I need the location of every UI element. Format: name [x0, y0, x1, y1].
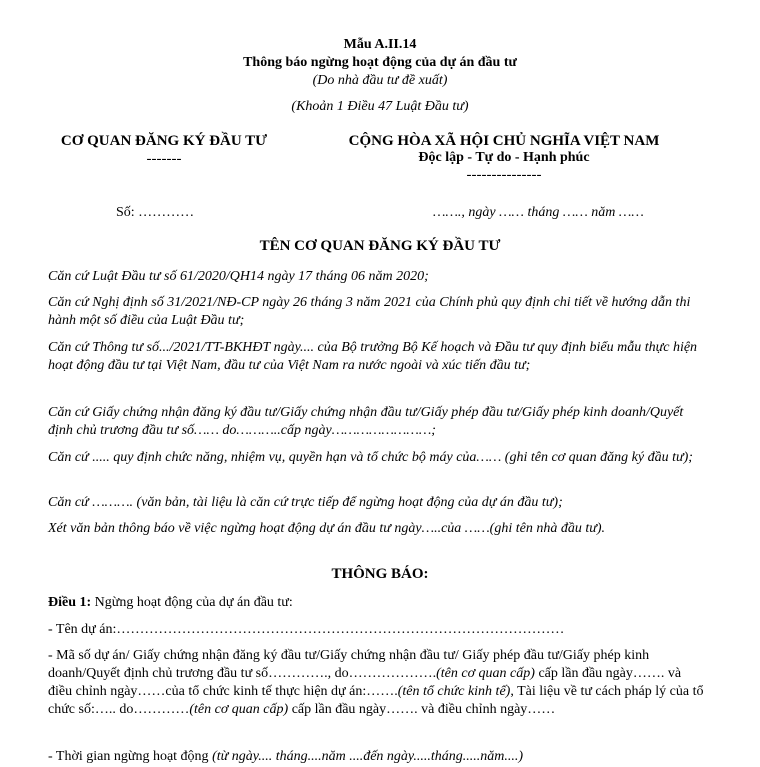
agency-name: CƠ QUAN ĐĂNG KÝ ĐẦU TƯ [60, 133, 268, 149]
form-title: Thông báo ngừng hoạt động của dự án đầu tư [243, 55, 517, 70]
legal-basis-paragraph: Căn cứ Thông tư số.../2021/TT-BKHĐT ngày.... của Bộ trưởng Bộ Kế hoạch và Đầu tư quy định biểu mẫu thực hiện hoạt động đầu tư tại Việt Nam, đầu tư của Việt Nam ra nước ngoài và xúc tiến đầu tư; [48, 340, 698, 373]
national-heading-block [308, 133, 700, 184]
republic-name: CỘNG HÒA XÃ HỘI CHỦ NGHĨA VIỆT NAM [348, 133, 660, 149]
project-code-text: cấp lần đầu ngày……. và điều chỉnh ngày……của tổ chức kinh tế thực hiện dự án:……. [48, 666, 682, 699]
issuing-agency-block [49, 133, 279, 168]
agency-separator: ------- [146, 151, 182, 167]
legal-basis-paragraph: Căn cứ Luật Đầu tư số 61/2020/QH14 ngày 17 tháng 06 năm 2020; [48, 269, 429, 284]
form-code: Mẫu A.II.14 [343, 37, 417, 52]
agency-heading: TÊN CƠ QUAN ĐĂNG KÝ ĐẦU TƯ [259, 238, 501, 254]
project-code-hint: (tên cơ quan cấp) [189, 702, 289, 717]
national-motto: Độc lập - Tự do - Hạnh phúc [418, 150, 590, 165]
article-1 [48, 594, 708, 612]
form-subtitle: (Do nhà đầu tư đề xuất) [312, 73, 448, 88]
notice-heading: THÔNG BÁO: [331, 566, 429, 582]
stop-time-label: - Thời gian ngừng hoạt động [48, 749, 213, 764]
legal-basis-paragraph: Căn cứ ..... quy định chức năng, nhiệm vụ, quyền hạn và tổ chức bộ máy của…… (ghi tên cơ quan đăng ký đầu tư); [48, 450, 693, 465]
legal-basis-paragraph: Xét văn bản thông báo về việc ngừng hoạt động dự án đầu tư ngày…..của ……(ghi tên nhà đầu tư). [48, 521, 606, 536]
legal-basis-paragraph: Căn cứ ………. (văn bản, tài liệu là căn cứ trực tiếp để ngừng hoạt động của dự án đầu tư); [48, 495, 563, 510]
stop-time-line [48, 748, 708, 766]
project-code-text: cấp lần đầu ngày……. và điều chỉnh ngày…… [288, 702, 556, 717]
document-date: ……., ngày …… tháng …… năm …… [433, 205, 644, 220]
project-code-text: - Mã số dự án/ Giấy chứng nhận đăng ký đầu tư/Giấy chứng nhận đầu tư/ Giấy phép đầu tư/Giấy phép kinh doanh/Quyết định chủ trương đầu tư số…………., do………………. [48, 648, 650, 681]
stop-time-detail: (từ ngày.... tháng....năm ....đến ngày.....tháng.....năm....) [212, 749, 524, 764]
project-code-paragraph [48, 647, 708, 719]
legal-basis: (Khoản 1 Điều 47 Luật Đầu tư) [291, 99, 469, 114]
legal-basis-paragraph: Căn cứ Nghị định số 31/2021/NĐ-CP ngày 26 tháng 3 năm 2021 của Chính phủ quy định chi tiết về hướng dẫn thi hành một số điều của Luật Đầu tư; [48, 295, 691, 328]
project-name-line: - Tên dự án:…………………………………………………………………………………… [48, 622, 565, 637]
project-code-hint: (tên tổ chức kinh tế) [397, 684, 511, 699]
project-code-text: , Tài liệu về tư cách pháp lý của tổ chức số:….. do………… [48, 684, 704, 717]
project-code-hint: (tên cơ quan cấp) [436, 666, 535, 681]
motto-separator: --------------- [466, 167, 542, 183]
document-number: Số: ………… [116, 205, 195, 220]
legal-basis-paragraph: Căn cứ Giấy chứng nhận đăng ký đầu tư/Giấy chứng nhận đầu tư/Giấy phép đầu tư/Giấy phép kinh doanh/Quyết định chủ trương đầu tư số…… do………..cấp ngày……………………; [48, 405, 684, 438]
article-1-text: Ngừng hoạt động của dự án đầu tư: [91, 595, 293, 610]
article-1-label: Điều 1: [48, 595, 92, 610]
